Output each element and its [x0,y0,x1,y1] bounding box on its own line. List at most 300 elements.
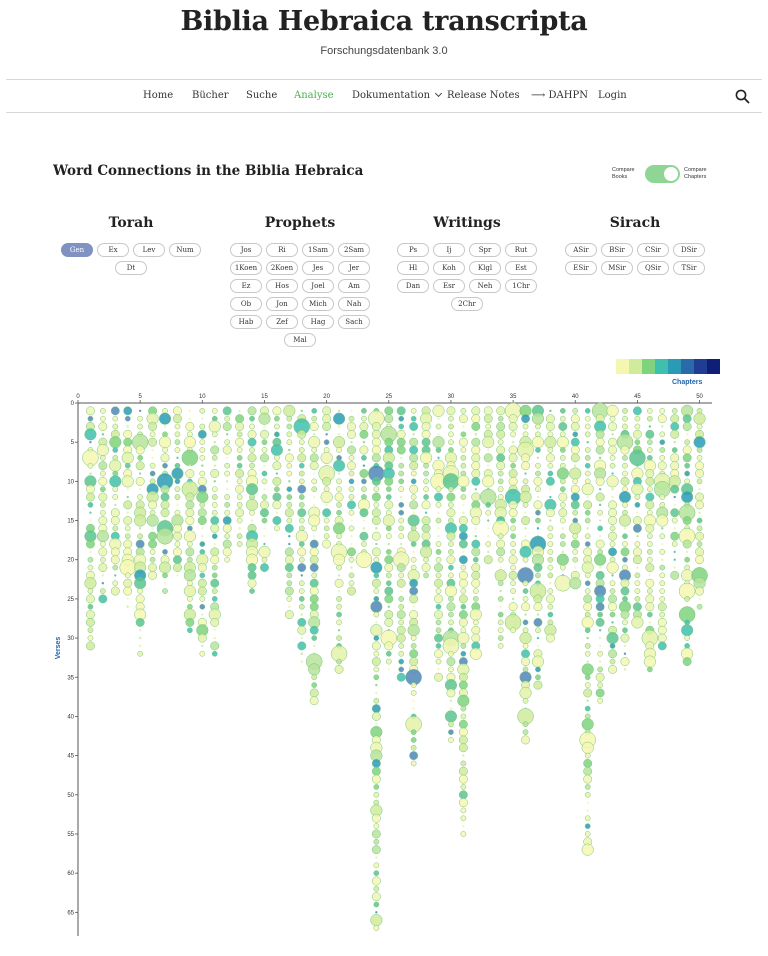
verse-marker[interactable] [436,588,441,593]
verse-marker[interactable] [375,543,377,545]
verse-marker[interactable] [548,549,553,554]
verse-marker[interactable] [521,414,529,422]
verse-marker[interactable] [461,651,466,656]
verse-marker[interactable] [411,416,416,421]
verse-marker[interactable] [288,543,290,545]
verse-marker[interactable] [109,436,121,448]
verse-marker[interactable] [647,447,652,452]
verse-marker[interactable] [412,707,414,709]
verse-marker[interactable] [312,573,317,578]
verse-marker[interactable] [461,831,466,836]
verse-marker[interactable] [127,496,129,498]
verse-marker[interactable] [535,573,540,578]
verse-marker[interactable] [397,579,405,587]
verse-marker[interactable] [436,502,441,507]
verse-marker[interactable] [437,417,439,419]
verse-marker[interactable] [211,548,219,556]
verse-marker[interactable] [399,526,404,531]
verse-marker[interactable] [496,454,504,462]
verse-marker[interactable] [372,548,380,556]
verse-marker[interactable] [350,535,352,537]
verse-marker[interactable] [412,512,414,514]
verse-marker[interactable] [363,441,365,443]
verse-marker[interactable] [336,604,341,609]
verse-marker[interactable] [685,471,690,476]
verse-marker[interactable] [487,551,489,553]
verse-marker[interactable] [313,535,315,537]
verse-marker[interactable] [596,689,604,697]
verse-marker[interactable] [223,422,231,430]
verse-marker[interactable] [88,463,93,468]
verse-marker[interactable] [248,563,256,571]
verse-marker[interactable] [697,604,702,609]
verse-marker[interactable] [237,541,242,546]
verse-marker[interactable] [324,526,329,531]
verse-marker[interactable] [586,441,588,443]
verse-marker[interactable] [537,645,539,647]
verse-marker[interactable] [371,914,383,926]
verse-marker[interactable] [423,463,428,468]
verse-marker[interactable] [647,487,652,492]
verse-marker[interactable] [212,596,217,601]
verse-marker[interactable] [635,494,640,499]
verse-marker[interactable] [422,563,430,571]
verse-marker[interactable] [375,621,377,623]
verse-marker[interactable] [671,571,679,579]
verse-marker[interactable] [585,424,590,429]
verse-marker[interactable] [200,573,205,578]
verse-marker[interactable] [472,461,480,469]
verse-marker[interactable] [598,682,603,687]
book-button-jon[interactable]: Jon [266,297,298,311]
verse-marker[interactable] [138,416,143,421]
verse-marker[interactable] [436,541,441,546]
verse-marker[interactable] [212,534,217,539]
verse-marker[interactable] [458,632,470,644]
verse-marker[interactable] [212,588,217,593]
verse-marker[interactable] [209,421,221,433]
verse-marker[interactable] [535,518,540,523]
verse-marker[interactable] [374,784,379,789]
verse-marker[interactable] [496,548,504,556]
verse-marker[interactable] [388,668,390,670]
verse-marker[interactable] [619,515,631,527]
verse-marker[interactable] [535,667,540,672]
verse-marker[interactable] [462,512,464,514]
verse-marker[interactable] [274,416,279,421]
verse-marker[interactable] [335,579,343,587]
verse-marker[interactable] [423,479,428,484]
verse-marker[interactable] [498,581,503,586]
verse-marker[interactable] [285,524,293,532]
verse-marker[interactable] [498,557,503,562]
verse-marker[interactable] [649,621,651,623]
verse-marker[interactable] [484,407,492,415]
verse-marker[interactable] [263,535,265,537]
verse-marker[interactable] [301,660,303,662]
verse-marker[interactable] [347,587,355,595]
verse-marker[interactable] [596,595,604,603]
verse-marker[interactable] [598,667,603,672]
verse-marker[interactable] [211,556,219,564]
verse-marker[interactable] [695,493,703,501]
verse-marker[interactable] [534,618,542,626]
verse-marker[interactable] [586,660,588,662]
book-button-sach[interactable]: Sach [338,315,370,329]
verse-marker[interactable] [260,430,268,438]
verse-marker[interactable] [499,606,501,608]
verse-marker[interactable] [375,911,377,913]
verse-marker[interactable] [472,548,480,556]
verse-marker[interactable] [312,447,317,452]
verse-marker[interactable] [399,667,404,672]
verse-marker[interactable] [411,745,416,750]
book-button-hag[interactable]: Hag [302,315,334,329]
verse-marker[interactable] [683,414,691,422]
verse-marker[interactable] [524,527,526,529]
verse-marker[interactable] [113,494,118,499]
verse-marker[interactable] [585,471,590,476]
verse-marker[interactable] [200,604,205,609]
verse-marker[interactable] [459,673,467,681]
verse-marker[interactable] [459,728,467,736]
verse-marker[interactable] [472,438,480,446]
verse-marker[interactable] [198,563,206,571]
verse-marker[interactable] [310,422,318,430]
verse-marker[interactable] [436,604,441,609]
book-button-tsir[interactable]: TSir [673,261,705,275]
verse-marker[interactable] [322,407,330,415]
verse-marker[interactable] [288,480,290,482]
verse-marker[interactable] [399,643,404,648]
verse-marker[interactable] [523,479,528,484]
verse-marker[interactable] [548,526,553,531]
verse-marker[interactable] [585,432,590,437]
verse-marker[interactable] [610,581,615,586]
verse-marker[interactable] [399,518,404,523]
verse-marker[interactable] [212,408,217,413]
verse-marker[interactable] [361,487,366,492]
verse-marker[interactable] [299,588,304,593]
book-button-neh[interactable]: Neh [469,279,501,293]
verse-marker[interactable] [459,579,467,587]
verse-marker[interactable] [372,579,380,587]
verse-marker[interactable] [299,440,304,445]
verse-marker[interactable] [161,501,169,509]
verse-marker[interactable] [409,446,417,454]
verse-marker[interactable] [412,551,414,553]
verse-marker[interactable] [409,579,417,587]
verse-marker[interactable] [187,596,192,601]
verse-marker[interactable] [159,562,171,574]
verse-marker[interactable] [397,673,405,681]
book-button-lev[interactable]: Lev [133,243,165,257]
verse-marker[interactable] [274,424,279,429]
verse-marker[interactable] [288,606,290,608]
verse-marker[interactable] [409,595,417,603]
verse-marker[interactable] [201,464,203,466]
verse-marker[interactable] [498,534,503,539]
verse-marker[interactable] [113,447,118,452]
verse-marker[interactable] [436,573,441,578]
book-button-csir[interactable]: CSir [637,243,669,257]
verse-marker[interactable] [89,551,91,553]
verse-marker[interactable] [86,485,94,493]
verse-marker[interactable] [660,581,665,586]
verse-marker[interactable] [683,657,691,665]
verse-marker[interactable] [408,515,420,527]
verse-marker[interactable] [487,464,489,466]
verse-marker[interactable] [212,565,217,570]
verse-marker[interactable] [660,588,665,593]
verse-marker[interactable] [548,471,553,476]
verse-marker[interactable] [385,587,393,595]
verse-marker[interactable] [249,463,254,468]
verse-marker[interactable] [436,557,441,562]
verse-marker[interactable] [299,596,304,601]
verse-marker[interactable] [509,571,517,579]
nav-item-b-cher[interactable] [192,90,229,101]
verse-marker[interactable] [175,440,180,445]
verse-marker[interactable] [608,548,616,556]
verse-marker[interactable] [458,476,470,488]
verse-marker[interactable] [660,565,665,570]
verse-marker[interactable] [198,634,206,642]
verse-marker[interactable] [138,588,143,593]
verse-marker[interactable] [99,477,107,485]
verse-marker[interactable] [214,637,216,639]
verse-marker[interactable] [573,510,578,515]
verse-marker[interactable] [409,485,417,493]
verse-marker[interactable] [411,682,416,687]
verse-marker[interactable] [200,502,205,507]
verse-marker[interactable] [408,624,420,636]
verse-marker[interactable] [447,532,455,540]
verse-marker[interactable] [324,534,329,539]
verse-marker[interactable] [186,501,194,509]
verse-marker[interactable] [598,526,603,531]
verse-marker[interactable] [400,590,402,592]
verse-marker[interactable] [399,471,404,476]
verse-marker[interactable] [347,430,355,438]
verse-marker[interactable] [360,422,368,430]
verse-marker[interactable] [347,422,355,430]
verse-marker[interactable] [399,596,404,601]
verse-marker[interactable] [583,767,591,775]
verse-marker[interactable] [200,440,205,445]
verse-marker[interactable] [683,446,691,454]
verse-marker[interactable] [647,588,652,593]
verse-marker[interactable] [658,461,666,469]
verse-marker[interactable] [585,831,590,836]
verse-marker[interactable] [336,565,341,570]
verse-marker[interactable] [186,618,194,626]
verse-marker[interactable] [635,596,640,601]
verse-marker[interactable] [263,527,265,529]
verse-marker[interactable] [685,596,690,601]
verse-marker[interactable] [447,407,455,415]
book-button-1chr[interactable]: 1Chr [505,279,537,293]
verse-marker[interactable] [298,548,306,556]
verse-marker[interactable] [685,557,690,562]
verse-marker[interactable] [523,596,528,601]
verse-marker[interactable] [560,408,565,413]
verse-marker[interactable] [201,417,203,419]
verse-marker[interactable] [608,501,616,509]
book-button-1koen[interactable]: 1Koen [230,261,262,275]
verse-marker[interactable] [521,461,529,469]
verse-marker[interactable] [495,570,507,582]
verse-marker[interactable] [695,548,703,556]
verse-marker[interactable] [333,460,345,472]
verse-marker[interactable] [450,707,452,709]
verse-marker[interactable] [461,487,466,492]
verse-marker[interactable] [201,535,203,537]
verse-marker[interactable] [546,634,554,642]
verse-marker[interactable] [498,612,503,617]
verse-marker[interactable] [338,590,340,592]
verse-marker[interactable] [385,610,393,618]
verse-marker[interactable] [434,634,442,642]
verse-marker[interactable] [223,524,231,532]
verse-marker[interactable] [200,596,205,601]
book-button-klgl[interactable]: Klgl [469,261,501,275]
verse-marker[interactable] [198,587,206,595]
verse-marker[interactable] [237,455,242,460]
verse-marker[interactable] [635,416,640,421]
verse-marker[interactable] [127,488,129,490]
verse-marker[interactable] [585,784,590,789]
verse-marker[interactable] [472,414,480,422]
verse-marker[interactable] [89,512,91,514]
verse-marker[interactable] [248,438,256,446]
verse-marker[interactable] [162,463,167,468]
verse-marker[interactable] [674,559,676,561]
verse-marker[interactable] [498,628,503,633]
verse-marker[interactable] [173,563,181,571]
verse-marker[interactable] [226,480,228,482]
verse-marker[interactable] [607,632,619,644]
verse-marker[interactable] [235,438,243,446]
verse-marker[interactable] [509,501,517,509]
verse-marker[interactable] [459,791,467,799]
verse-marker[interactable] [437,457,439,459]
verse-marker[interactable] [510,518,515,523]
verse-marker[interactable] [608,446,616,454]
verse-marker[interactable] [461,643,466,648]
verse-marker[interactable] [434,673,442,681]
verse-marker[interactable] [510,549,515,554]
book-button-gen[interactable]: Gen [61,243,93,257]
verse-marker[interactable] [374,651,379,656]
verse-marker[interactable] [585,682,590,687]
verse-marker[interactable] [472,579,480,587]
verse-marker[interactable] [622,557,627,562]
verse-marker[interactable] [674,527,676,529]
verse-marker[interactable] [150,557,155,562]
verse-marker[interactable] [383,515,395,527]
verse-marker[interactable] [409,438,417,446]
verse-marker[interactable] [88,628,93,633]
verse-marker[interactable] [324,440,329,445]
verse-marker[interactable] [225,471,230,476]
book-button-jos[interactable]: Jos [230,243,262,257]
verse-marker[interactable] [138,534,143,539]
verse-marker[interactable] [510,581,515,586]
verse-marker[interactable] [472,446,480,454]
verse-marker[interactable] [349,510,354,515]
verse-marker[interactable] [151,449,153,451]
verse-marker[interactable] [649,574,651,576]
verse-marker[interactable] [223,540,231,548]
verse-marker[interactable] [113,565,118,570]
verse-marker[interactable] [372,892,380,900]
book-button-nah[interactable]: Nah [338,297,370,311]
verse-marker[interactable] [225,494,230,499]
verse-marker[interactable] [461,447,466,452]
verse-marker[interactable] [559,422,567,430]
verse-marker[interactable] [635,424,640,429]
verse-marker[interactable] [571,446,579,454]
verse-marker[interactable] [308,664,320,676]
verse-marker[interactable] [409,657,417,665]
verse-marker[interactable] [411,635,416,640]
verse-marker[interactable] [310,603,318,611]
verse-marker[interactable] [99,461,107,469]
verse-marker[interactable] [186,469,194,477]
verse-marker[interactable] [375,684,377,686]
verse-marker[interactable] [122,452,134,464]
verse-marker[interactable] [436,518,441,523]
verse-marker[interactable] [548,541,553,546]
verse-marker[interactable] [447,509,455,517]
verse-marker[interactable] [534,501,542,509]
verse-marker[interactable] [248,407,256,415]
verse-marker[interactable] [100,408,105,413]
verse-marker[interactable] [298,485,306,493]
verse-marker[interactable] [448,440,453,445]
verse-marker[interactable] [372,509,380,517]
verse-marker[interactable] [182,450,198,466]
verse-marker[interactable] [88,416,93,421]
verse-marker[interactable] [636,535,638,537]
verse-marker[interactable] [200,471,205,476]
verse-marker[interactable] [610,659,615,664]
verse-marker[interactable] [88,588,93,593]
verse-marker[interactable] [434,579,442,587]
verse-marker[interactable] [498,440,503,445]
verse-marker[interactable] [461,455,466,460]
verse-marker[interactable] [660,440,665,445]
verse-marker[interactable] [124,579,132,587]
verse-marker[interactable] [611,433,613,435]
verse-marker[interactable] [697,518,702,523]
verse-marker[interactable] [423,557,428,562]
verse-marker[interactable] [400,496,402,498]
verse-marker[interactable] [249,424,254,429]
verse-marker[interactable] [683,454,691,462]
verse-marker[interactable] [671,454,679,462]
verse-marker[interactable] [462,825,464,827]
verse-marker[interactable] [562,527,564,529]
verse-marker[interactable] [607,562,619,574]
verse-marker[interactable] [372,830,380,838]
verse-marker[interactable] [111,407,119,415]
verse-marker[interactable] [237,447,242,452]
verse-marker[interactable] [672,408,677,413]
verse-marker[interactable] [287,596,292,601]
verse-marker[interactable] [473,596,478,601]
